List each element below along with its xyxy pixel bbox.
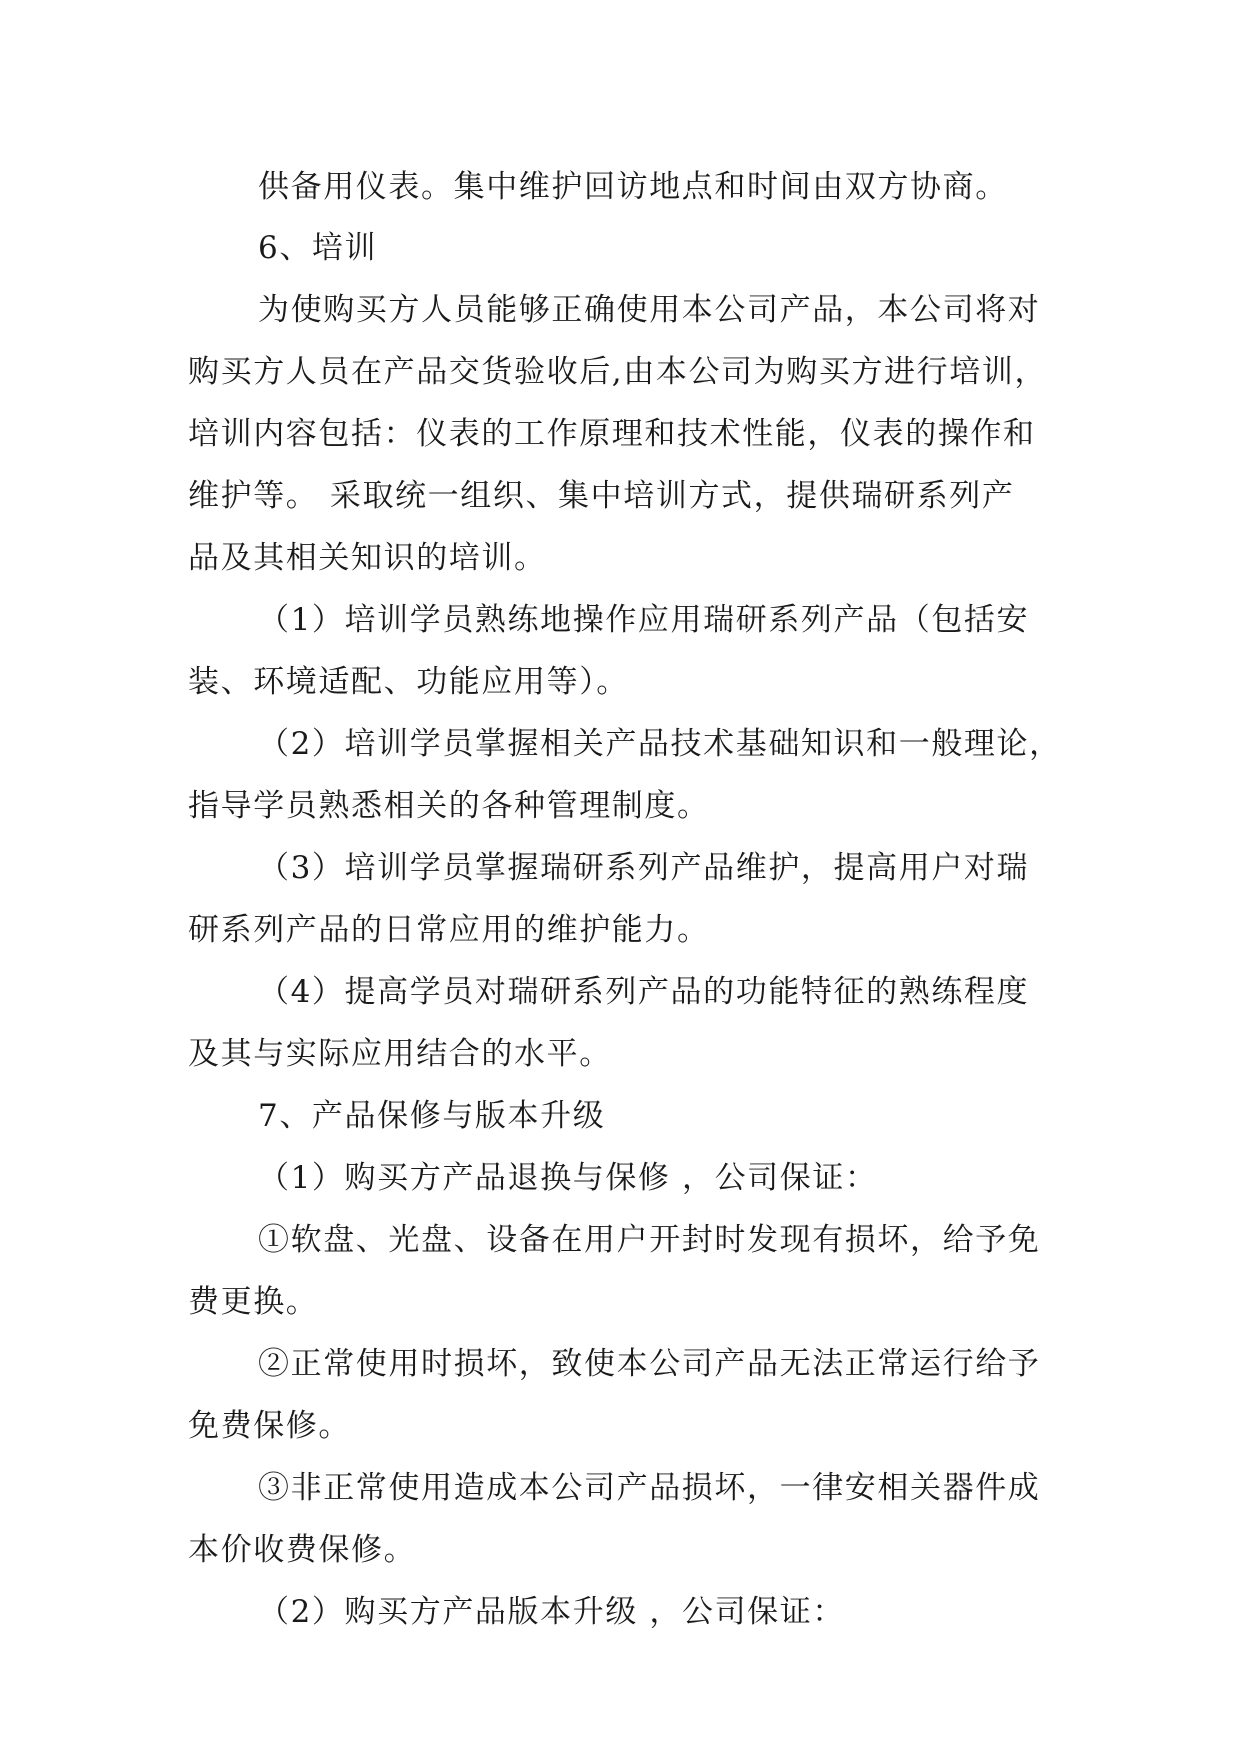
paragraph-line: 品及其相关知识的培训。 bbox=[188, 540, 547, 576]
list-item-line: ②正常使用时损坏，致使本公司产品无法正常运行给予 bbox=[258, 1346, 1041, 1382]
paragraph-line: 供备用仪表。集中维护回访地点和时间由双方协商。 bbox=[258, 169, 1008, 205]
paragraph-line: 为使购买方人员能够正确使用本公司产品，本公司将对 bbox=[258, 292, 1041, 328]
list-item-line: ①软盘、光盘、设备在用户开封时发现有损坏，给予免 bbox=[258, 1222, 1041, 1258]
list-item-line: 及其与实际应用结合的水平。 bbox=[188, 1036, 612, 1072]
section-heading-training: 6、培训 bbox=[258, 230, 378, 266]
list-item-line: 本价收费保修。 bbox=[188, 1532, 417, 1568]
list-item-line: 指导学员熟悉相关的各种管理制度。 bbox=[188, 788, 710, 824]
list-item-line: （2）购买方产品版本升级 ，公司保证： bbox=[258, 1594, 845, 1630]
list-item-line: 研系列产品的日常应用的维护能力。 bbox=[188, 912, 710, 948]
list-item-line: （1）购买方产品退换与保修 ，公司保证： bbox=[258, 1160, 878, 1196]
section-heading-warranty: 7、产品保修与版本升级 bbox=[258, 1098, 606, 1134]
list-item-line: 免费保修。 bbox=[188, 1408, 351, 1444]
list-item-line: （4）提高学员对瑞研系列产品的功能特征的熟练程度 bbox=[258, 974, 1030, 1010]
list-item-line: 费更换。 bbox=[188, 1284, 319, 1320]
list-item-line: （1）培训学员熟练地操作应用瑞研系列产品（包括安 bbox=[258, 602, 1030, 638]
list-item-line: （3）培训学员掌握瑞研系列产品维护，提高用户对瑞 bbox=[258, 850, 1030, 886]
list-item-line: ③非正常使用造成本公司产品损坏，一律安相关器件成 bbox=[258, 1470, 1041, 1506]
list-item-line: （2）培训学员掌握相关产品技术基础知识和一般理论， bbox=[258, 726, 1062, 762]
paragraph-line: 培训内容包括：仪表的工作原理和技术性能，仪表的操作和 bbox=[188, 416, 1036, 452]
paragraph-line: 维护等。 采取统一组织、集中培训方式，提供瑞研系列产 bbox=[188, 478, 1015, 514]
paragraph-line: 购买方人员在产品交货验收后,由本公司为购买方进行培训， bbox=[188, 354, 1048, 390]
list-item-line: 装、环境适配、功能应用等）。 bbox=[188, 664, 629, 700]
